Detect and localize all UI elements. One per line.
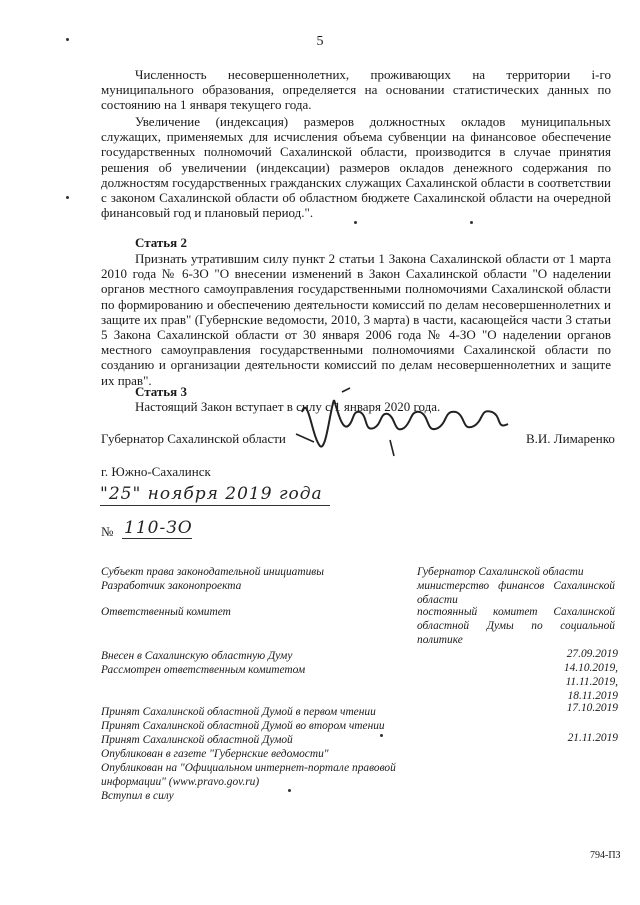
history-label: Субъект права законодательной инициативы [101,566,324,578]
history-label: Вступил в силу [101,790,174,802]
history-label: Принят Сахалинской областной Думой во втором чтении [101,720,385,732]
handwritten-law-number: 110-ЗО [124,518,193,538]
scan-dot [354,221,357,224]
history-label: Внесен в Сахалинскую областную Думу [101,650,293,662]
history-value: 21.11.2019 [567,732,618,744]
scan-dot [470,221,473,224]
article-2-title: Статья 2 [135,235,187,250]
history-value: 17.10.2019 [566,702,618,714]
history-value: постоянный комитет Сахалинской областной Думы по социальной политике [417,606,615,646]
paragraph-population: Численность несовершеннолетних, проживающих на территории i-го муниципального образования, определяется на основании статистических данных по состоянию на 1 января текущего года. [101,67,611,113]
history-label: Разработчик законопроекта [101,580,242,592]
scan-dot [66,196,69,199]
history-label: Рассмотрен ответственным комитетом [101,664,306,676]
number-underline [122,538,192,539]
date-underline [100,505,330,506]
history-value: Губернатор Сахалинской области [417,566,584,578]
law-number-prefix: № [101,524,114,539]
scan-dot [66,38,69,41]
history-value: 27.09.2019 [566,648,618,660]
governor-position: Губернатор Сахалинской области [101,431,286,446]
history-label: Ответственный комитет [101,606,231,618]
scan-dot [288,789,291,792]
signing-city: г. Южно-Сахалинск [101,464,211,479]
history-label: Опубликован в газете "Губернские ведомости" [101,748,329,760]
history-label: Принят Сахалинской областной Думой в первом чтении [101,706,376,718]
scan-dot [380,734,383,737]
paragraph-indexation: Увеличение (индексация) размеров должностных окладов муниципальных служащих, применяемых для исчисления объема субвенции на финансовое обеспечение государственных полномочий Сахалинской области, производится в случае принятия решения об увеличении (индексации) размеров окладов денежного содержания по должностям государственных гражданских служащих Сахалинской области в соответствии с законом Сахалинской области об областном бюджете Сахалинской области на очередной финансовый год и плановый период.". [101,114,611,221]
article-2-text: Признать утратившим силу пункт 2 статьи 1 Закона Сахалинской области от 1 марта 2010 года № 6-ЗО "О внесении изменений в Закон Сахалинской области "О наделении органов местного самоуправления государственными полномочиями Сахалинской области по формированию и обеспечению деятельности комиссий по делам несовершеннолетних и защите их прав" (Губернские ведомости, 2010, 3 марта) в части, касающейся части 3 статьи 5 Закона Сахалинской области от 30 января 2006 года № 4-ЗО "О наделении органов местного самоуправления государственными полномочиями Сахалинской области по созданию и организации деятельности комиссий по делам несовершеннолетних и защите их прав". [101,251,611,388]
article-3-text: Настоящий Закон вступает в силу с 1 января 2020 года. [135,399,441,414]
article-3-title: Статья 3 [135,384,187,399]
history-label: Принят Сахалинской областной Думой [101,734,293,746]
page-number: 5 [316,34,324,49]
handwritten-date: "25" ноября 2019 года [100,484,323,504]
history-value: министерство финансов Сахалинской области [417,580,615,606]
footer-code: 794-ПЗ [590,850,621,861]
signature-image [290,382,520,457]
history-value: 14.10.2019, [563,662,618,674]
governor-name: В.И. Лимаренко [526,431,615,446]
history-value: 18.11.2019 [567,690,618,702]
history-value: 11.11.2019, [565,676,618,688]
history-label: Опубликован на "Официальном интернет-портале правовой информации" (www.pravo.gov.ru) [101,762,396,788]
